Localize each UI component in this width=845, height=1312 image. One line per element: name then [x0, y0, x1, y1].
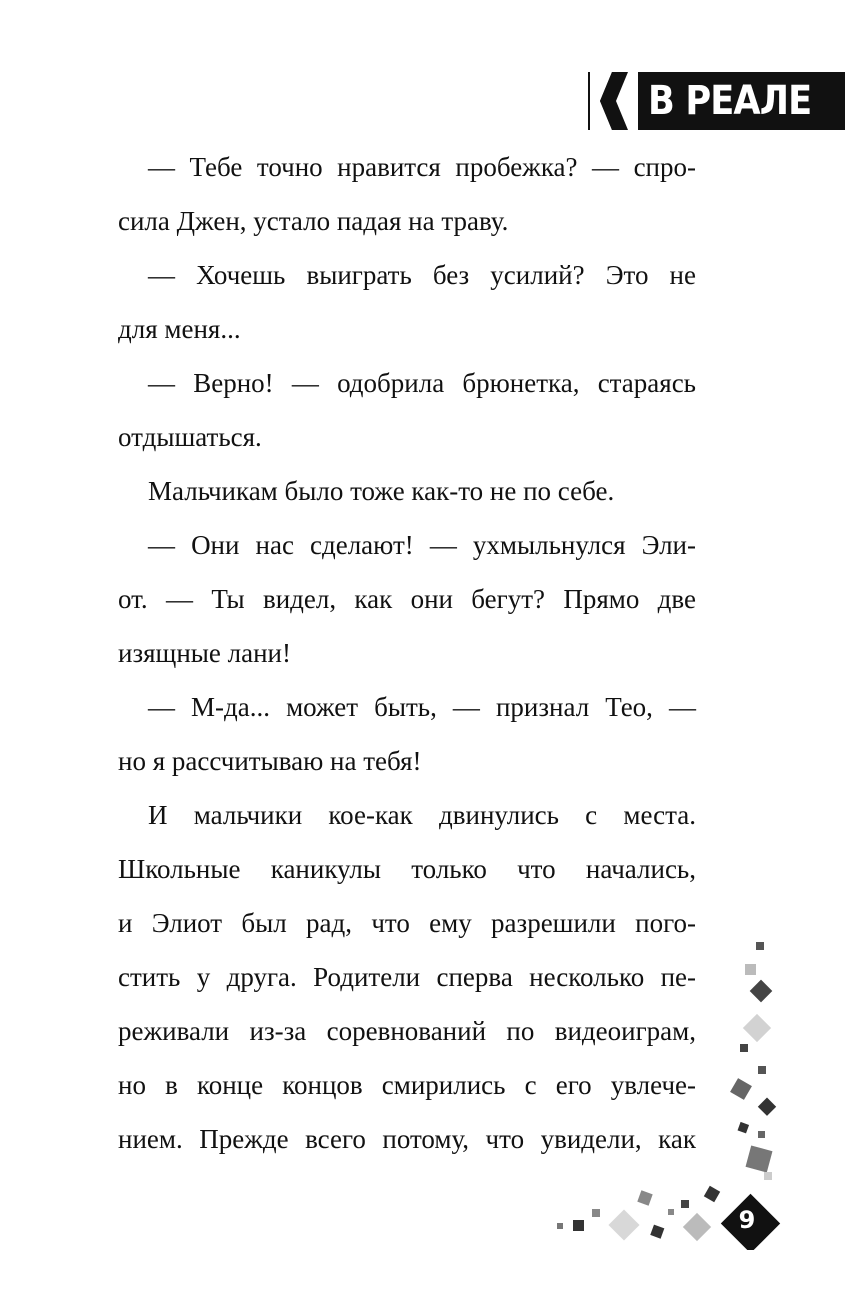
- text-line: — Они нас сделают! — ухмыльнулся Эли-: [148, 530, 696, 560]
- text-line: Школьные каникулы только что начались,: [118, 854, 696, 884]
- chevron-left-icon: [590, 72, 638, 130]
- text-line: но в конце концов смирились с его увлече-: [118, 1070, 696, 1100]
- text-line: Мальчикам было тоже как-то не по себе.: [148, 476, 615, 506]
- text-line: и Элиот был рад, что ему разрешили пого-: [118, 908, 696, 938]
- text-line: отдышаться.: [118, 422, 262, 452]
- text-line: — М-да... может быть, — признал Тео, —: [148, 692, 696, 722]
- text-line: — Тебе точно нравится пробежка? — спро-: [148, 152, 696, 182]
- text-line: реживали из-за соревнований по видеоиграм,: [118, 1016, 696, 1046]
- text-line: но я рассчитываю на тебя!: [118, 746, 422, 776]
- text-line: нием. Прежде всего потому, что увидели, как: [118, 1124, 696, 1154]
- text-line: — Хочешь выиграть без усилий? Это не: [148, 260, 696, 290]
- text-line: сила Джен, устало падая на траву.: [118, 206, 509, 236]
- text-line: И мальчики кое-как двинулись с места.: [148, 800, 696, 830]
- text-line: — Верно! — одобрила брюнетка, стараясь: [148, 368, 696, 398]
- text-line: для меня...: [118, 314, 241, 344]
- chapter-title: В РЕАЛЕ: [648, 78, 812, 124]
- text-line: изящные лани!: [118, 638, 291, 668]
- pixel-squares-decoration: [540, 920, 845, 1250]
- text-line: стить у друга. Родители сперва несколько пе-: [118, 962, 696, 992]
- text-line: от. — Ты видел, как они бегут? Прямо две: [118, 584, 696, 614]
- page-number: 9: [738, 1206, 756, 1234]
